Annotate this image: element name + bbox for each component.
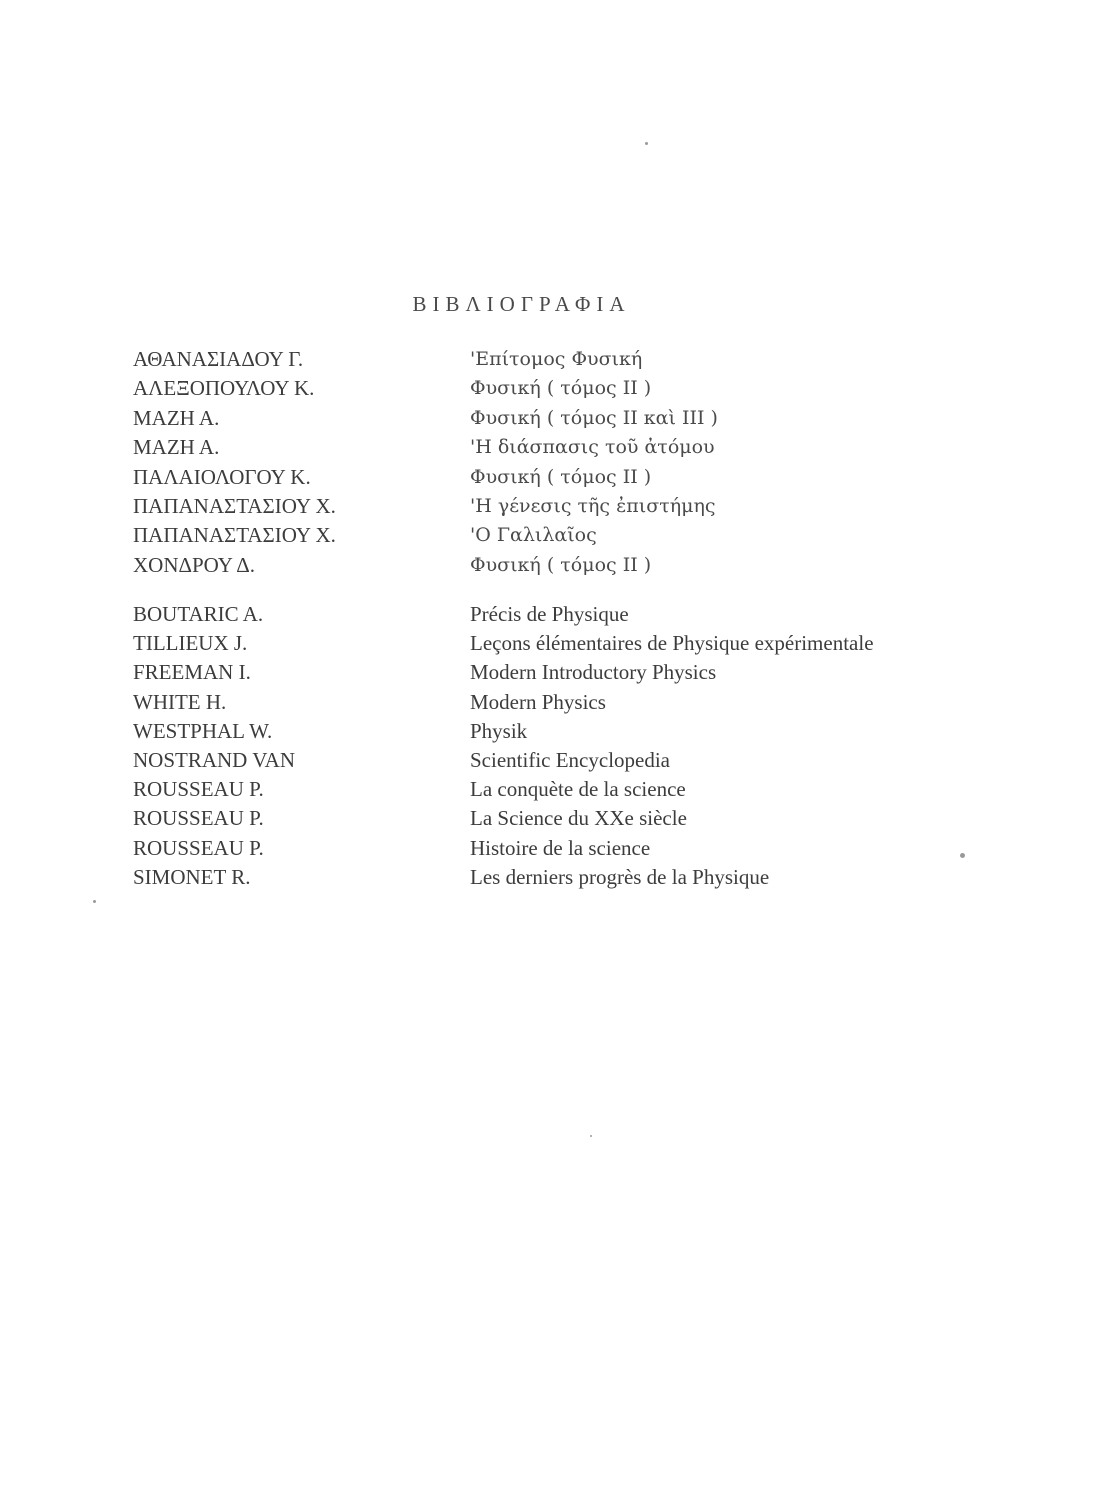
entry-author: FREEMAN I. [133, 660, 251, 685]
scan-speck [960, 853, 965, 858]
entry-author: ΠΑΠΑΝΑΣΤΑΣΙΟΥ Χ. [133, 493, 336, 518]
entry-author: ΠΑΠΑΝΑΣΤΑΣΙΟΥ Χ. [133, 523, 336, 548]
entry-author: BOUTARIC A. [133, 602, 264, 626]
entry-title: Φυσική ( τόμος ΙΙ καὶ ΙΙΙ ) [470, 406, 718, 429]
scan-speck [645, 142, 648, 145]
entry-author: WHITE H. [133, 689, 227, 714]
entry-title: La conquète de la science [470, 777, 686, 802]
entry-title: 'Επίτομος Φυσική [470, 348, 643, 370]
entry-title: 'Η διάσπασις τοῦ ἀτόμου [470, 436, 715, 459]
entry-author: ΜΑΖΗ Α. [133, 405, 220, 430]
entry-author: TILLIEUX J. [133, 631, 248, 656]
entry-title: Histoire de la science [470, 835, 651, 860]
entry-title: Les derniers progrès de la Physique [470, 864, 770, 889]
entry-author: ROUSSEAU P. [133, 806, 264, 831]
entry-title: Physik [470, 718, 528, 743]
entry-title: Φυσική ( τόμος ΙΙ ) [470, 465, 652, 488]
page-title: ΒΙΒΛΙΟΓΡΑΦΙΑ [412, 292, 631, 316]
scan-speck [590, 1135, 592, 1137]
entry-author: WESTPHAL W. [133, 718, 273, 743]
entry-author: ΑΘΑΝΑΣΙΑΔΟΥ Γ. [133, 347, 304, 371]
entry-title: Modern Physics [470, 689, 606, 714]
entry-author: ΜΑΖΗ Α. [133, 435, 220, 460]
entry-author: ROUSSEAU P. [133, 835, 264, 860]
scan-speck [93, 900, 96, 903]
entry-author: NOSTRAND VAN [133, 747, 296, 772]
entry-title: Leçons élémentaires de Physique expérimentale [470, 631, 874, 656]
entry-title: 'Η γένεσις τῆς ἐπιστήμης [470, 494, 716, 517]
entry-title: 'Ο Γαλιλαῖος [470, 524, 597, 547]
entry-author: ΧΟΝΔΡΟΥ Δ. [133, 552, 256, 577]
entry-author: ROUSSEAU P. [133, 777, 264, 802]
entry-title: La Science du XXe siècle [470, 806, 687, 831]
entry-author: ΑΛΕΞΟΠΟΥΛΟΥ Κ. [133, 376, 315, 401]
entry-title: Précis de Physique [470, 602, 629, 626]
entry-title: Φυσική ( τόμος ΙΙ ) [470, 377, 652, 400]
entry-title: Φυσική ( τόμος ΙΙ ) [470, 553, 652, 576]
entry-author: ΠΑΛΑΙΟΛΟΓΟΥ Κ. [133, 464, 311, 489]
entry-title: Scientific Encyclopedia [470, 747, 671, 772]
entry-title: Modern Introductory Physics [470, 660, 717, 685]
entry-author: SIMONET R. [133, 864, 251, 889]
